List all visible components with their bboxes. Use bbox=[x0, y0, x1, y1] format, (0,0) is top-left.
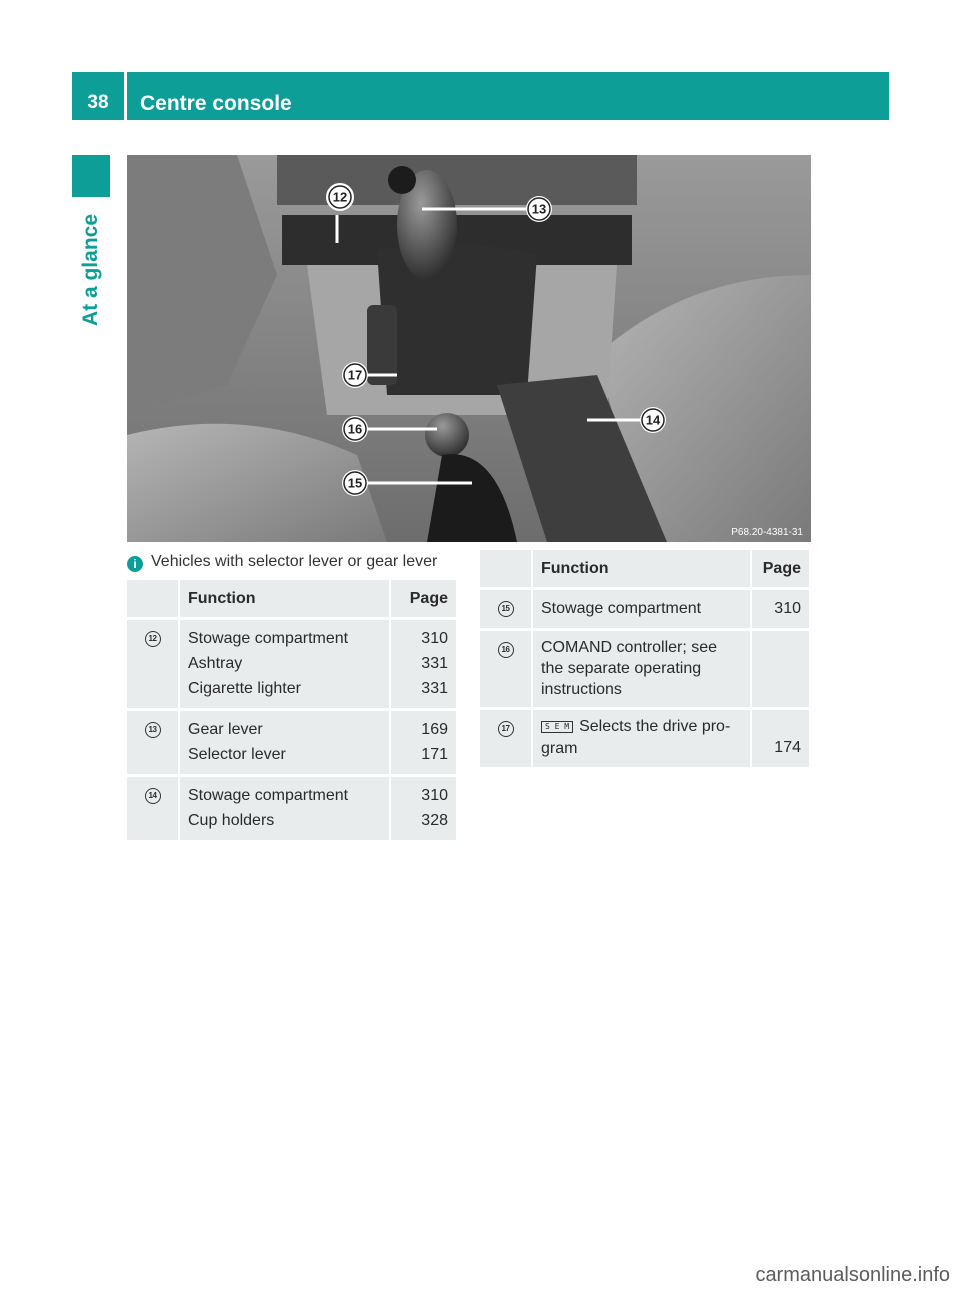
function-cell: S E M Selects the drive pro- gram bbox=[532, 709, 751, 769]
callout-16: 16 bbox=[347, 421, 363, 437]
table-header-row bbox=[127, 580, 457, 619]
page-number: 38 bbox=[87, 92, 109, 113]
function-cell: Gear lever Selector lever bbox=[179, 710, 390, 776]
item-number: 15 bbox=[480, 589, 532, 630]
table-header-row bbox=[480, 550, 810, 589]
header-function: Function bbox=[532, 550, 751, 589]
header-divider bbox=[124, 72, 127, 120]
header-function: Function bbox=[179, 580, 390, 619]
table-row bbox=[127, 776, 457, 842]
page-title: Centre console bbox=[140, 92, 292, 115]
item-number: 12 bbox=[127, 619, 179, 710]
page-cell: 310 328 bbox=[390, 776, 457, 842]
table-row bbox=[480, 589, 810, 630]
header-blank bbox=[480, 550, 532, 589]
header-page: Page bbox=[390, 580, 457, 619]
table-row bbox=[127, 619, 457, 710]
callout-12: 12 bbox=[332, 189, 348, 205]
photo-code: P68.20-4381-31 bbox=[731, 527, 803, 538]
page-cell: 310 bbox=[751, 589, 810, 630]
page-cell: 169 171 bbox=[390, 710, 457, 776]
table-row bbox=[480, 630, 810, 709]
callout-14: 14 bbox=[645, 412, 661, 428]
drive-program-icon: S E M bbox=[541, 721, 573, 733]
side-tab bbox=[72, 200, 110, 340]
function-cell: Stowage compartment Cup holders bbox=[179, 776, 390, 842]
console-photo bbox=[127, 155, 811, 542]
function-cell: COMAND controller; see the separate operating instructions bbox=[532, 630, 751, 709]
function-cell: Stowage compartment Ashtray Cigarette lighter bbox=[179, 619, 390, 710]
info-icon: i bbox=[127, 556, 143, 572]
table-row bbox=[127, 710, 457, 776]
right-function-table bbox=[480, 550, 811, 770]
watermark: carmanualsonline.info bbox=[755, 1264, 950, 1286]
callout-15: 15 bbox=[347, 475, 363, 491]
side-marker bbox=[72, 155, 110, 197]
page-cell bbox=[751, 630, 810, 709]
item-number: 14 bbox=[127, 776, 179, 842]
header-page: Page bbox=[751, 550, 810, 589]
header-blank bbox=[127, 580, 179, 619]
item-number: 13 bbox=[127, 710, 179, 776]
page-cell: 174 bbox=[751, 709, 810, 769]
table-row bbox=[480, 709, 810, 769]
left-function-table bbox=[127, 580, 458, 843]
page-cell: 310 331 331 bbox=[390, 619, 457, 710]
item-number: 17 bbox=[480, 709, 532, 769]
item-number: 16 bbox=[480, 630, 532, 709]
side-tab-label: At a glance bbox=[79, 213, 102, 327]
callout-13: 13 bbox=[531, 201, 547, 217]
info-note-text: Vehicles with selector lever or gear lever bbox=[151, 553, 438, 570]
callout-17: 17 bbox=[347, 367, 363, 383]
function-cell: Stowage compartment bbox=[532, 589, 751, 630]
info-note bbox=[127, 553, 437, 572]
